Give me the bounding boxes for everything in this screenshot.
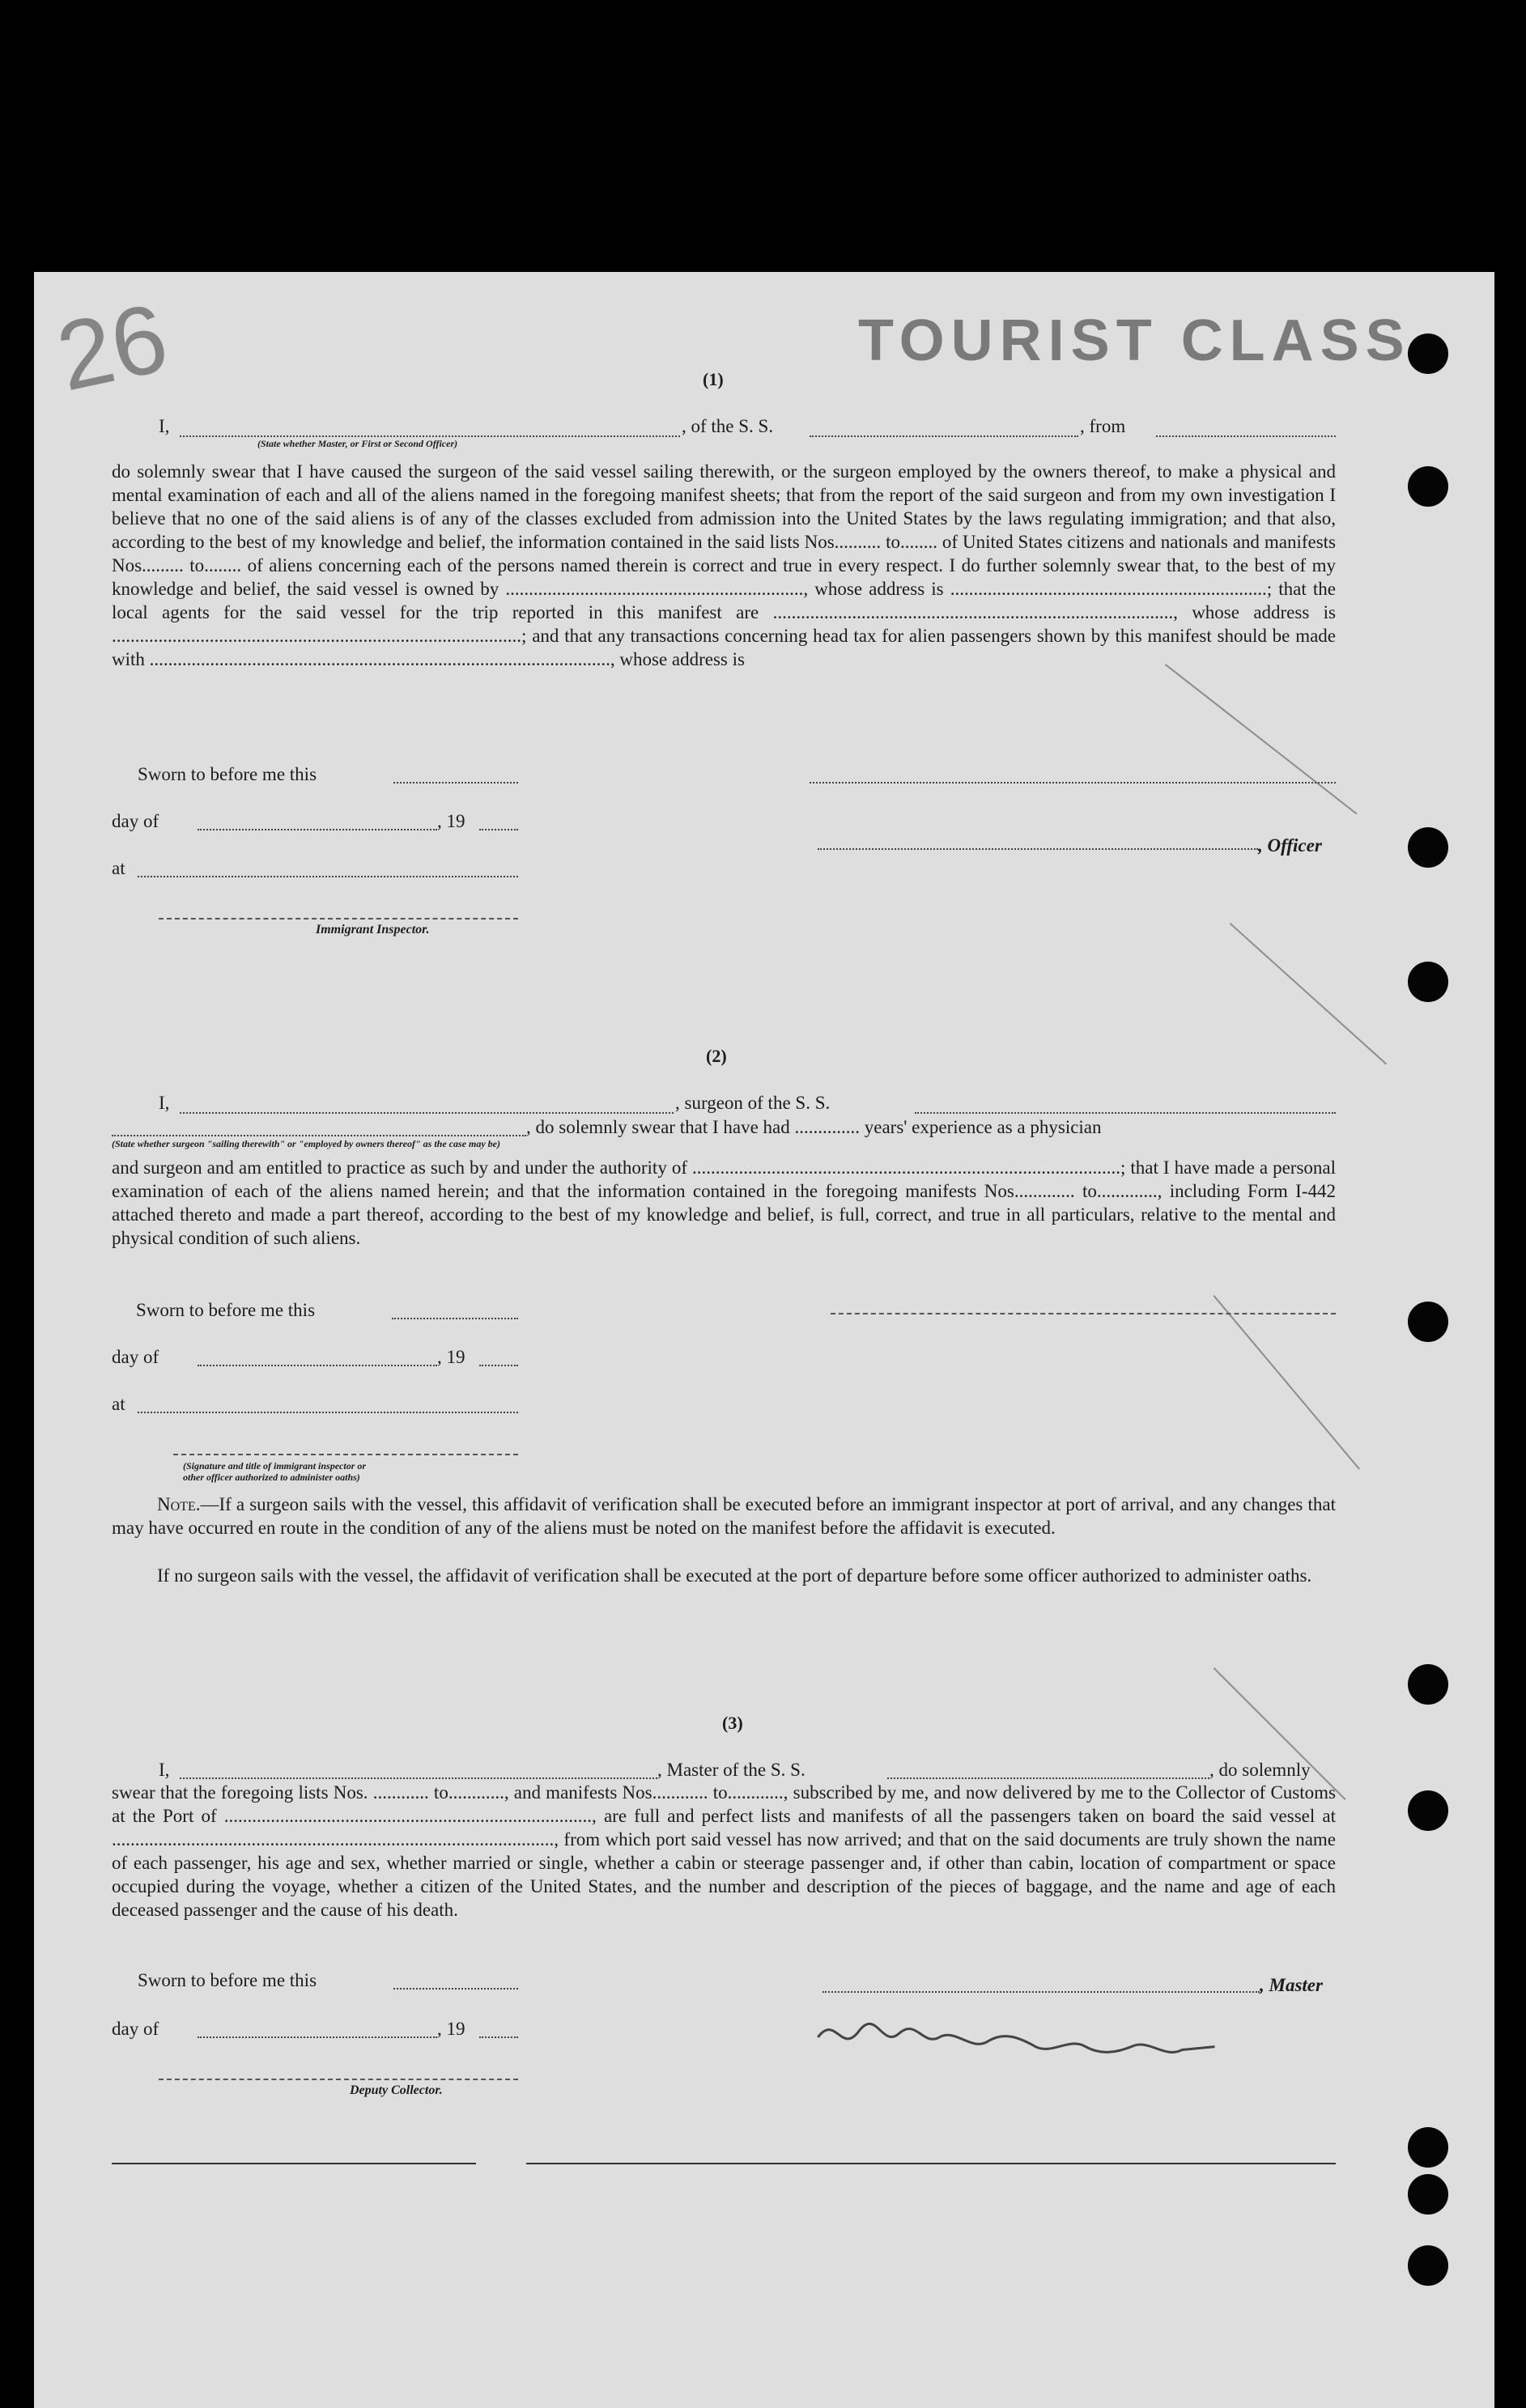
section-2-sig-caption-1: (Signature and title of immigrant inspector or (183, 1460, 367, 1472)
punch-hole (1408, 827, 1448, 868)
note-text: —If a surgeon sails with the vessel, this affidavit of verification shall be executed before an immigrant inspector at port of arrival, and any changes that may have occurred en route in the condition of any of the aliens must be noted on the manifest before the affidavit is executed. (112, 1494, 1336, 1538)
fill-line (479, 2036, 518, 2038)
inspector-signature-line (173, 1454, 518, 1455)
section-3-day-of: day of (112, 2019, 159, 2039)
punch-hole (1408, 466, 1448, 507)
tourist-class-stamp: TOURIST CLASS (858, 308, 1411, 373)
bottom-rule-left (112, 2163, 476, 2164)
section-3-sworn: Sworn to before me this (138, 1970, 317, 1990)
note-label: Note. (157, 1494, 201, 1514)
section-2-note-2: If no surgeon sails with the vessel, the affidavit of verification shall be executed at the port of departure before some officer authorized to administer oaths. (157, 1565, 1312, 1586)
punch-hole (1408, 1302, 1448, 1342)
punch-hole (1408, 962, 1448, 1002)
section-1-sworn: Sworn to before me this (138, 764, 317, 784)
collector-caption: Deputy Collector. (350, 2083, 443, 2097)
fill-line (112, 1135, 526, 1136)
section-3-solemnly: , do solemnly (1209, 1760, 1311, 1780)
fill-line (198, 1365, 437, 1366)
fill-line (810, 782, 1336, 784)
fill-line (180, 1777, 657, 1779)
section-2-i: I, (159, 1093, 170, 1113)
fill-line (180, 1112, 674, 1114)
master-signature-line (823, 1991, 1260, 1993)
fill-line (479, 1365, 518, 1366)
section-1-caption: (State whether Master, or First or Second Officer) (257, 438, 458, 449)
section-2-at: at (112, 1394, 125, 1414)
section-1-of-ss: , of the S. S. (682, 416, 774, 436)
section-2-sworn: Sworn to before me this (136, 1300, 316, 1320)
section-2-paragraph: and surgeon and am entitled to practice as such by and under the authority of ............................................................................................; that I have made a personal examination of each of the aliens named herein; and that the information contained in the foregoing manifests Nos............. to............., including Form I-442 attached thereto and made a part thereof, according to the best of my knowledge and belief, is full, correct, and true in all particulars, relative to the mental and physical condition of such aliens. (112, 1157, 1336, 1248)
punch-hole (1408, 2127, 1448, 2168)
section-3-nineteen: , 19 (437, 2019, 465, 2039)
section-2-surgeon: , surgeon of the S. S. (675, 1093, 831, 1113)
bottom-rule-right (526, 2163, 1336, 2164)
fill-line (198, 2036, 437, 2038)
section-1-from: , from (1080, 416, 1126, 436)
fill-line (887, 1777, 1209, 1779)
section-3-paragraph: swear that the foregoing lists Nos. ............ to............, and manifests Nos............ to............, subscribed by me, and now delivered by me to the Collector of Customs at the Port of ..............................................................................., are full and perfect lists and manifests of all the passengers taken on board the said vessel at ..............................................................................................., from which port said vessel has now arrived; and that on the said documents are truly shown the name of each passenger, his age and sex, whether married or single, whether a cabin or steerage passenger and, if other than cabin, location of compartment or space occupied during the voyage, whether a citizen of the United States, and the number and description of the pieces of baggage, and the name and age of each deceased passenger and the cause of his death. (112, 1782, 1336, 1920)
section-2-day-of: day of (112, 1347, 159, 1367)
punch-hole (1408, 333, 1448, 374)
section-1-officer: , Officer (1258, 835, 1322, 856)
section-3-number: (3) (722, 1713, 743, 1733)
section-1-i: I, (159, 416, 170, 436)
section-1-number: (1) (703, 369, 724, 389)
inspector-caption: Immigrant Inspector. (316, 923, 430, 936)
punch-hole (1408, 2245, 1448, 2286)
fill-line (180, 435, 680, 437)
section-2-nineteen: , 19 (437, 1347, 465, 1367)
fill-line (1156, 435, 1336, 437)
section-2-note (112, 1493, 1336, 1540)
section-1-nineteen: , 19 (437, 811, 465, 831)
fill-line (915, 1112, 1336, 1114)
punch-hole (1408, 1664, 1448, 1705)
surgeon-signature-line (831, 1313, 1336, 1314)
fill-line (138, 876, 518, 877)
fill-line (392, 1318, 518, 1319)
fill-line (479, 829, 518, 830)
punch-hole (1408, 1790, 1448, 1831)
fill-line (138, 1412, 518, 1413)
section-1-paragraph: do solemnly swear that I have caused the surgeon of the said vessel sailing therewith, or the surgeon employed by the owners thereof, to make a physical and mental examination of each and all of the aliens named in the foregoing manifest sheets; that from the report of the said surgeon and from my own investigation I believe that no one of the said aliens is of any of the classes excluded from admission into the United States by the laws regulating immigration; and that also, according to the best of my knowledge and belief, the information contained in the said lists Nos.......... to........ of United States citizens and nationals and manifests Nos......... to........ of aliens concerning each of the persons named therein is correct and true in every respect. I do further solemnly swear that, to the best of my knowledge and belief, the said vessel is owned by ................................................................, whose address is ....................................................................; that the local agents for the said vessel for the trip reported in this manifest are ......................................................................................, whose address is ........................................................................................; and that any transactions concerning head tax for alien passengers shown by this manifest should be made with ..................................................................................................., whose address is (112, 461, 1336, 669)
section-3-i: I, (159, 1760, 170, 1780)
officer-signature-line (818, 848, 1258, 850)
section-1-at: at (112, 858, 125, 878)
section-2-number: (2) (706, 1046, 727, 1066)
section-2-caption: (State whether surgeon "sailing therewith" or "employed by owners thereof" as the case may be) (112, 1138, 500, 1149)
fill-line (393, 782, 518, 784)
section-2-line2: , do solemnly swear that I have had .............. years' experience as a physician (526, 1117, 1102, 1137)
punch-hole (1408, 2174, 1448, 2215)
fill-line (198, 829, 437, 830)
page-number-stamp: 26 (48, 282, 176, 412)
section-3-master: , Master (1260, 1975, 1323, 1995)
section-3-master-of: , Master of the S. S. (657, 1760, 806, 1780)
inspector-signature-line (159, 918, 518, 919)
section-2-sig-caption-2: other officer authorized to administer oaths) (183, 1472, 360, 1483)
collector-signature-line (159, 2079, 518, 2080)
fill-line (393, 1988, 518, 1990)
fill-line (810, 435, 1078, 437)
section-1-day-of: day of (112, 811, 159, 831)
